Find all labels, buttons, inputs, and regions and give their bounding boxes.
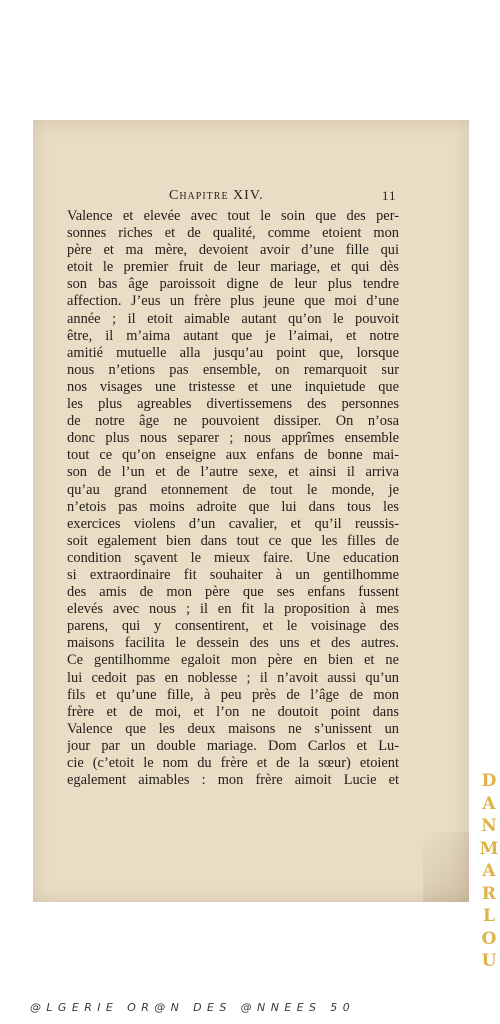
- book-page: [33, 120, 469, 902]
- chapter-title: Chapitre XIV.: [169, 188, 264, 203]
- watermark-letter: O: [481, 928, 497, 949]
- text-line: son bas âge paroissoit digne de leur plus tendre: [67, 276, 399, 293]
- text-line: fils et qu’une fille, à peu près de l’âge de mon: [67, 686, 399, 703]
- text-line: lui cedoit pas en noblesse ; il n’avoit aussi qu’un: [67, 669, 399, 686]
- text-line: année ; il etoit aimable autant qu’on le pouvoit: [67, 310, 399, 327]
- body-text: [67, 208, 399, 789]
- page-number: 11: [382, 188, 397, 203]
- text-line: si extraordinaire fit souhaiter à un gentilhomme: [67, 566, 399, 583]
- text-line: père et ma mère, devoient avoir d’une fille qui: [67, 242, 399, 259]
- watermark-letter: A: [482, 793, 496, 814]
- vertical-watermark: [478, 770, 500, 973]
- page-corner-shadow: [423, 832, 469, 902]
- text-line: être, il m’aima autant que je l’aimai, et notre: [67, 327, 399, 344]
- text-line: frère et de moi, et l’on ne doutoit point dans: [67, 703, 399, 720]
- text-line: affection. J’eus un frère plus jeune que moi d’une: [67, 293, 399, 310]
- text-line: n’etois pas moins adroite que lui dans tous les: [67, 498, 399, 515]
- text-line: amitié mutuelle alla jusqu’au point que, lorsque: [67, 344, 399, 361]
- text-line: nous n’etions pas ensemble, on remarquoit sur: [67, 361, 399, 378]
- text-line: elevés avec nous ; il en fit la proposition à mes: [67, 601, 399, 618]
- text-line: maisons facilita le dessein des uns et des autres.: [67, 635, 399, 652]
- running-header: [33, 188, 469, 206]
- text-line: cie (c’etoit le nom du frère et de la sœur) etoient: [67, 755, 399, 771]
- text-line: sonnes riches et de qualité, comme etoient mon: [67, 225, 399, 242]
- text-line: Valence et elevée avec tout le soin que des per-: [67, 208, 399, 224]
- text-line: etoit le premier fruit de leur mariage, et qui dès: [67, 259, 399, 276]
- text-line: condition sçavent le mieux faire. Une education: [67, 549, 399, 566]
- text-line: egalement aimables : mon frère aimoit Lucie et: [67, 772, 399, 789]
- text-line: de notre âge ne pouvoient dissiper. On n’osa: [67, 413, 399, 430]
- text-line: nos visages une tristesse et une inquietude que: [67, 378, 399, 395]
- text-line: des amis de mon père que ses enfans fussent: [67, 584, 399, 601]
- watermark-letter: M: [479, 838, 499, 859]
- watermark-letter: A: [482, 861, 496, 881]
- footer-watermark: @LGERIE OR@N DES @NNEES 50: [30, 1001, 356, 1014]
- watermark-letter: N: [481, 816, 497, 836]
- text-line: soit egalement bien dans tout ce que les filles de: [67, 532, 399, 549]
- watermark-letter: U: [481, 951, 497, 971]
- text-line: son de l’un et de l’autre sexe, et ainsi il arriva: [67, 464, 399, 481]
- text-line: Valence que les deux maisons ne s’unissent un: [67, 720, 399, 737]
- text-line: donc plus nous separer ; nous apprîmes ensemble: [67, 430, 399, 447]
- text-line: tout ce qu’on enseigne aux enfans de bonne mai-: [67, 447, 399, 464]
- text-line: jour par un double mariage. Dom Carlos et Lu-: [67, 737, 399, 754]
- text-line: parens, qui y consentirent, et le voisinage des: [67, 618, 399, 635]
- watermark-letter: L: [483, 906, 495, 926]
- watermark-letter: R: [481, 883, 497, 904]
- text-line: les plus agreables divertissemens des personnes: [67, 396, 399, 413]
- text-line: qu’au grand etonnement de tout le monde, je: [67, 481, 399, 498]
- text-line: Ce gentilhomme egaloit mon père en bien et ne: [67, 652, 399, 669]
- text-line: exercices violens d’un cavalier, et qu’il reussis-: [67, 515, 399, 532]
- watermark-letter: D: [481, 771, 497, 791]
